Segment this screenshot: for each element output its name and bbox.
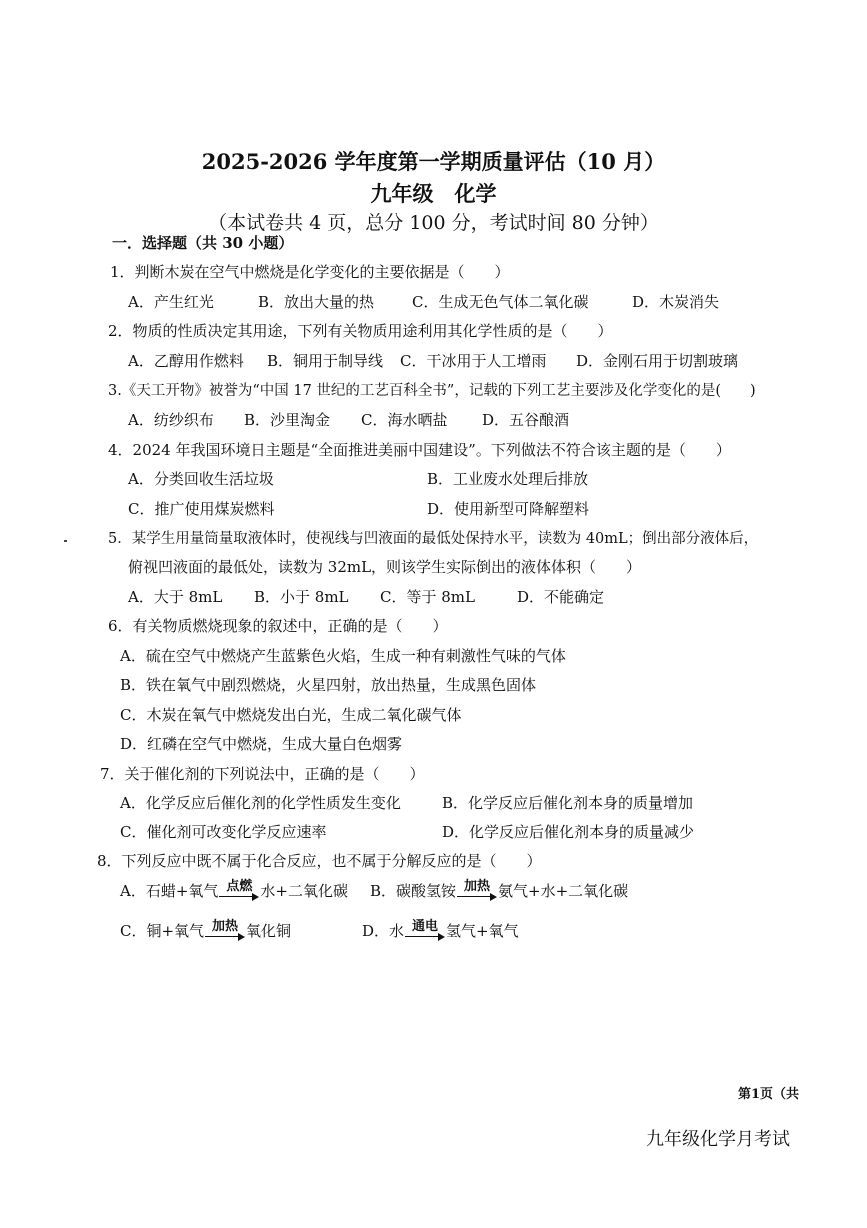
question-3-option-c: C．海水晒盐 — [361, 411, 448, 429]
question-1-option-c: C．生成无色气体二氧化碳 — [412, 293, 589, 311]
arrow-icon — [219, 893, 259, 901]
option-c-products: 氧化铜 — [246, 922, 292, 940]
question-6-option-a: A．硫在空气中燃烧产生蓝紫色火焰，生成一种有刺激性气味的气体 — [120, 647, 566, 665]
question-4-stem: 4．2024 年我国环境日主题是“全面推进美丽中国建设”。下列做法不符合该主题的是（ ） — [108, 441, 731, 459]
question-4-option-c: C．推广使用煤炭燃料 — [128, 500, 275, 518]
question-4-option-a: A．分类回收生活垃圾 — [128, 470, 274, 488]
question-5-option-c: C．等于 8mL — [380, 588, 475, 606]
question-5-option-d: D．不能确定 — [517, 588, 605, 606]
question-3-stem: 3.《天工开物》被誉为“中国 17 世纪的工艺百科全书”，记载的下列工艺主要涉及化学变化的是( ) — [108, 383, 756, 399]
question-1-option-d: D．木炭消失 — [632, 293, 720, 311]
question-7-option-a: A．化学反应后催化剂的化学性质发生变化 — [120, 794, 401, 812]
question-2-option-a: A．乙醇用作燃料 — [128, 352, 244, 370]
option-c-reactants: C．铜+氧气 — [120, 922, 205, 940]
option-b-products: 氨气+水+二氧化碳 — [498, 882, 629, 900]
exam-title: 2025-2026 学年度第一学期质量评估（10 月） — [201, 149, 666, 174]
reaction-arrow — [219, 880, 259, 901]
reaction-condition: 加热 — [464, 879, 491, 894]
section-heading: 一．选择题（共 30 小题） — [112, 234, 294, 252]
question-7-stem: 7．关于催化剂的下列说法中，正确的是（ ） — [100, 765, 425, 783]
reaction-condition: 通电 — [412, 919, 439, 934]
question-8-option-d — [362, 920, 519, 941]
question-3-option-d: D．五谷酿酒 — [482, 411, 570, 429]
reaction-arrow — [457, 880, 497, 901]
question-5-stem-line-2: 俯视凹液面的最低处，读数为 32mL，则该学生实际倒出的液体体积（ ） — [128, 558, 642, 576]
question-5-option-a: A．大于 8mL — [128, 588, 223, 606]
question-2-option-b: B．铜用于制导线 — [267, 352, 384, 370]
exam-subtitle: 九年级 化学 — [370, 181, 497, 206]
option-d-products: 氢气+氧气 — [446, 922, 519, 940]
reaction-arrow — [405, 920, 445, 941]
option-a-products: 水+二氧化碳 — [260, 882, 348, 900]
question-7-option-c: C．催化剂可改变化学反应速率 — [120, 823, 327, 841]
footer-label: 九年级化学月考试 — [646, 1129, 790, 1150]
option-d-reactants: D．水 — [362, 922, 405, 940]
question-8-option-c — [120, 920, 291, 941]
arrow-icon — [405, 933, 445, 941]
page-number: 第1页（共 — [738, 1087, 800, 1102]
question-8-option-a — [120, 880, 348, 901]
question-8-option-b — [370, 880, 628, 901]
option-a-reactants: A．石蜡+氧气 — [120, 882, 219, 900]
question-1-option-b: B．放出大量的热 — [258, 293, 375, 311]
question-6-option-c: C．木炭在氧气中燃烧发出白光，生成二氧化碳气体 — [120, 706, 462, 724]
question-3-option-b: B．沙里淘金 — [244, 411, 331, 429]
reaction-condition: 加热 — [212, 919, 239, 934]
arrow-icon — [205, 933, 245, 941]
question-1-option-a: A．产生红光 — [128, 293, 214, 311]
question-4-option-d: D．使用新型可降解塑料 — [427, 500, 590, 518]
question-2-option-c: C．干冰用于人工增雨 — [400, 352, 547, 370]
question-2-stem: 2．物质的性质决定其用途，下列有关物质用途利用其化学性质的是（ ） — [108, 322, 613, 340]
question-2-option-d: D．金刚石用于切割玻璃 — [576, 352, 739, 370]
question-7-option-d: D．化学反应后催化剂本身的质量减少 — [442, 823, 695, 841]
arrow-icon — [457, 893, 497, 901]
scan-speck — [64, 540, 67, 542]
question-5-stem-line-1: 5．某学生用量筒量取液体时，使视线与凹液面的最低处保持水平，读数为 40mL；倒出部分液体后， — [108, 531, 759, 547]
reaction-condition: 点燃 — [226, 879, 253, 894]
question-8-stem: 8．下列反应中既不属于化合反应，也不属于分解反应的是（ ） — [97, 852, 542, 870]
question-6-option-b: B．铁在氧气中剧烈燃烧，火星四射，放出热量，生成黑色固体 — [120, 676, 537, 694]
question-6-option-d: D．红磷在空气中燃烧，生成大量白色烟雾 — [120, 735, 403, 753]
question-4-option-b: B．工业废水处理后排放 — [427, 470, 589, 488]
question-3-option-a: A．纺纱织布 — [128, 411, 214, 429]
question-5-option-b: B．小于 8mL — [254, 588, 349, 606]
reaction-arrow — [205, 920, 245, 941]
question-1-stem: 1．判断木炭在空气中燃烧是化学变化的主要依据是（ ） — [110, 263, 510, 281]
exam-note: （本试卷共 4 页，总分 100 分，考试时间 80 分钟） — [208, 212, 659, 234]
question-7-option-b: B．化学反应后催化剂本身的质量增加 — [442, 794, 694, 812]
question-6-stem: 6．有关物质燃烧现象的叙述中，正确的是（ ） — [108, 617, 448, 635]
option-b-reactants: B．碳酸氢铵 — [370, 882, 457, 900]
